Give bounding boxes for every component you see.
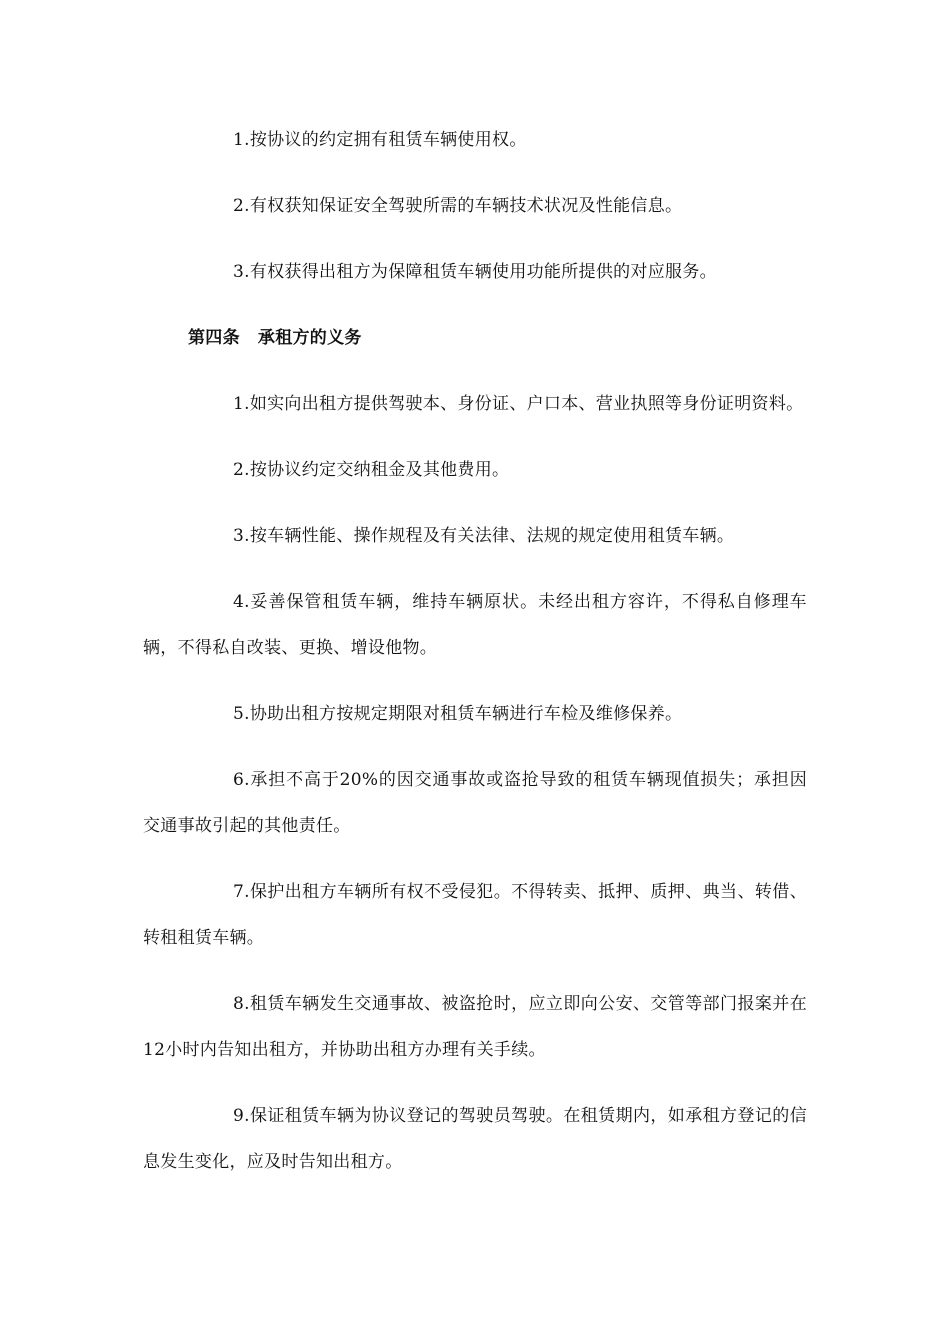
- document-body: [143, 117, 807, 1205]
- item-number: 7.: [233, 882, 250, 902]
- obligation-item-7: [143, 869, 807, 961]
- item-number: 3.: [233, 262, 250, 282]
- item-number: 1.: [233, 394, 250, 414]
- item-number: 3.: [233, 526, 250, 546]
- obligation-item-6: [143, 757, 807, 849]
- item-text: 有权获知保证安全驾驶所需的车辆技术状况及性能信息。: [249, 196, 683, 216]
- item-number: 5.: [233, 704, 250, 724]
- obligation-item-9: [143, 1093, 807, 1185]
- item-text: 租赁车辆发生交通事故、被盗抢时，应立即向公安、交管等部门报案并在12小时内告知出租方，并协助出租方办理有关手续。: [143, 994, 807, 1060]
- obligation-item-3: [143, 513, 807, 559]
- item-text: 有权获得出租方为保障租赁车辆使用功能所提供的对应服务。: [249, 262, 717, 282]
- item-text: 协助出租方按规定期限对租赁车辆进行车检及维修保养。: [249, 704, 683, 724]
- item-number: 9.: [233, 1106, 250, 1126]
- obligation-item-4: [143, 579, 807, 671]
- rights-item-1: [143, 117, 807, 163]
- rights-item-2: [143, 183, 807, 229]
- item-number: 2.: [233, 460, 250, 480]
- item-number: 4.: [233, 592, 250, 612]
- article-number: 第四条: [188, 328, 240, 348]
- item-text: 保证租赁车辆为协议登记的驾驶员驾驶。在租赁期内，如承租方登记的信息发生变化，应及时告知出租方。: [143, 1106, 807, 1172]
- item-text: 按车辆性能、操作规程及有关法律、法规的规定使用租赁车辆。: [249, 526, 735, 546]
- item-text: 妥善保管租赁车辆，维持车辆原状。未经出租方容许，不得私自修理车辆，不得私自改装、更换、增设他物。: [143, 592, 807, 658]
- obligation-item-5: [143, 691, 807, 737]
- article-title: 承租方的义务: [257, 328, 362, 348]
- item-number: 2.: [233, 196, 250, 216]
- item-number: 6.: [233, 770, 250, 790]
- item-number: 8.: [233, 994, 250, 1014]
- item-text: 按协议约定交纳租金及其他费用。: [249, 460, 510, 480]
- item-text: 承担不高于20%的因交通事故或盗抢导致的租赁车辆现值损失；承担因交通事故引起的其他责任。: [143, 770, 807, 836]
- item-text: 如实向出租方提供驾驶本、身份证、户口本、营业执照等身份证明资料。: [249, 394, 804, 414]
- item-text: 保护出租方车辆所有权不受侵犯。不得转卖、抵押、质押、典当、转借、转租租赁车辆。: [143, 882, 807, 948]
- rights-item-3: [143, 249, 807, 295]
- item-number: 1.: [233, 130, 250, 150]
- obligation-item-8: [143, 981, 807, 1073]
- obligation-item-1: [143, 381, 807, 427]
- item-text: 按协议的约定拥有租赁车辆使用权。: [249, 130, 527, 150]
- article-four-heading: [143, 315, 807, 361]
- obligation-item-2: [143, 447, 807, 493]
